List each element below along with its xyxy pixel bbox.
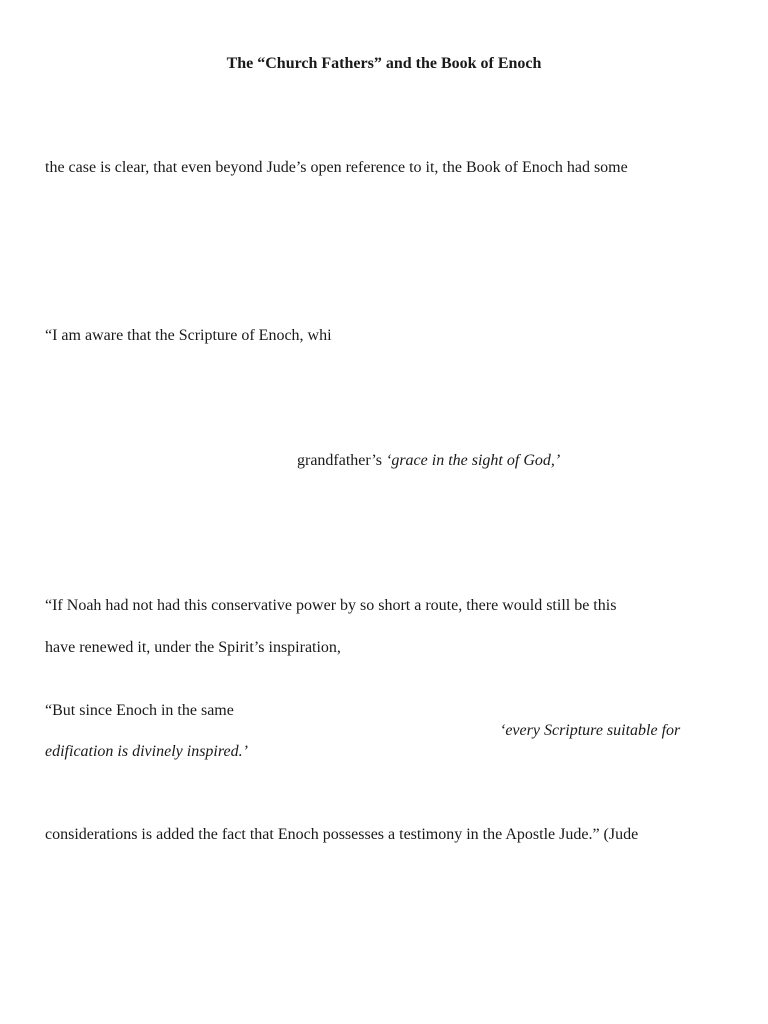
italic-quotation: ‘every Scripture suitable for [500,722,681,739]
quote-line: “I am aware that the Scripture of Enoch, whi [45,327,332,344]
paragraph-line: the case is clear, that even beyond Jude’s open reference to it, the Book of Enoch had some [45,159,628,176]
quote-line: “If Noah had not had this conservative power by so short a route, there would still be this [45,597,617,614]
paragraph-line: have renewed it, under the Spirit’s inspiration, [45,639,341,656]
paragraph-line: considerations is added the fact that Enoch possesses a testimony in the Apostle Jude.” (Jude [45,826,639,843]
italic-quotation: edification is divinely inspired.’ [45,743,248,760]
italic-quotation: ‘grace in the sight of God,’ [386,452,561,469]
document-title: The “Church Fathers” and the Book of Enoch [226,55,542,72]
quote-line: “But since Enoch in the same [45,702,234,719]
quote-line-fragment [297,451,560,471]
plain-text: grandfather’s [297,452,382,469]
